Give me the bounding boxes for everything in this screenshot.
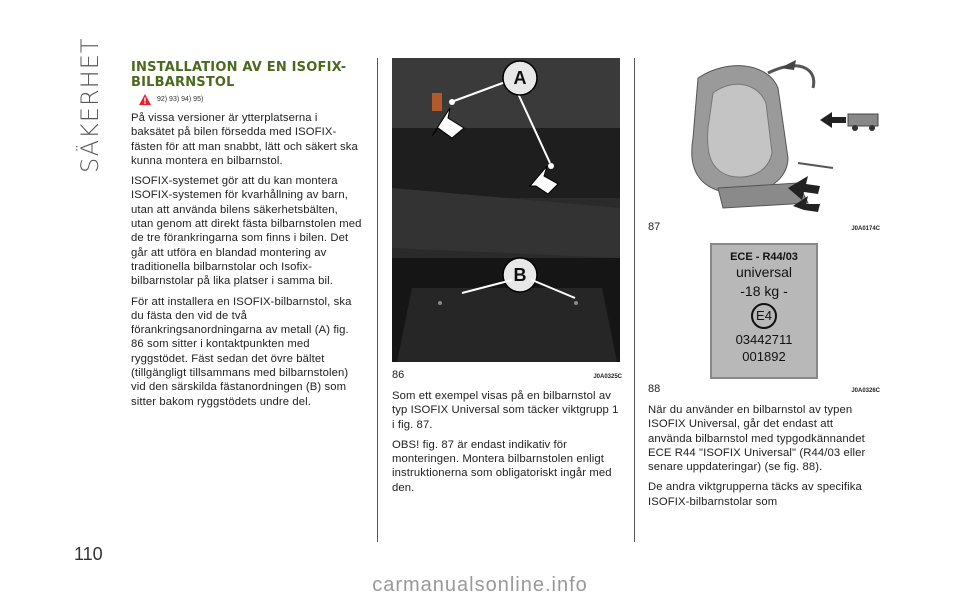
section-title-text: SÄKERHET	[76, 37, 104, 173]
paragraph: För att installera en ISOFIX-bilbarnstol, ska du fästa den vid de två förankringsanordningarna av metall (A) fig. 86 som sitter i kontaktpunkten med ryggstödet. Fäst sedan det övre bältet (tillgängligt tillsammans med bilbarnstolen) vid den särskilda fästanordningen (B) som sitter bakom ryggstödets undre del.	[131, 295, 352, 408]
figure-number: 87	[648, 221, 661, 233]
figure-caption	[392, 369, 622, 381]
label-a: A	[513, 68, 527, 88]
child-seat-illustration	[648, 58, 880, 214]
plate-approval-mark: E4	[751, 303, 777, 329]
figure-code: J0A0325C	[593, 374, 622, 380]
label-b: B	[513, 265, 527, 285]
section-title	[70, 37, 110, 175]
plate-category: universal	[735, 264, 793, 280]
figure-caption	[648, 383, 880, 395]
figure-code: J0A0174C	[851, 226, 880, 232]
page-number: 110	[74, 544, 103, 564]
column-divider	[634, 58, 635, 542]
paragraph: ISOFIX-systemet gör att du kan montera ISOFIX-systemen för kvarhållning av barn, utan att använda bilens säkerhetsbälten, utan genom att direkt fästa bilbarnstolen med de tre förankringarna som finns i bilen. Det går att utföra en blandad montering av traditionella bilbarnstolar och Isofix-bilbarnstolar på lika platser i samma bil.	[131, 175, 362, 288]
plate-weight: -18 kg -	[740, 283, 788, 299]
figure-87	[648, 58, 880, 233]
heading: INSTALLATION AV EN ISOFIX-BILBARNSTOL	[131, 60, 347, 90]
column-divider	[377, 58, 378, 542]
figure-code: J0A0326C	[851, 388, 880, 394]
paragraph: På vissa versioner är ytterplatserna i baksätet på bilen försedda med ISOFIX-fästen för att man snabbt, lätt och säkert ska kunna montera en bilbarnstol.	[131, 112, 358, 167]
figure-number: 88	[648, 383, 661, 395]
paragraph: När du använder en bilbarnstol av typen ISOFIX Universal, går det endast att använda bilbarnstol med typgodkännandet ECE R44 "ISOFIX Universal" (R44/03 eller senare uppdateringar) (se fig. 88).	[648, 404, 866, 474]
column-right	[648, 58, 880, 515]
plate-number: 03442711	[735, 332, 793, 347]
isofix-anchor-photo	[392, 58, 620, 362]
plate-serial: 001892	[742, 349, 786, 364]
figure-caption	[648, 221, 880, 233]
homologation-plate	[710, 243, 818, 379]
figure-88	[648, 241, 880, 395]
paragraph: De andra viktgrupperna täcks av specifika ISOFIX-bilbarnstolar som	[648, 481, 862, 508]
paragraph: OBS! fig. 87 är endast indikativ för monteringen. Montera bilbarnstolen enligt instruktionerna som obligatoriskt ingår med den.	[392, 438, 612, 494]
warning-triangle-icon	[139, 94, 151, 105]
plate-standard: ECE - R44/03	[730, 251, 798, 263]
figure-number: 86	[392, 369, 405, 381]
figure-86	[392, 58, 622, 381]
homologation-label-area	[648, 241, 880, 381]
warning-refs	[139, 94, 363, 105]
column-left	[131, 60, 363, 415]
paragraph: Som ett exempel visas på en bilbarnstol av typ ISOFIX Universal som täcker viktgrupp 1 i fig. 87.	[392, 390, 619, 431]
warning-refs-text: 92) 93) 94) 95)	[157, 96, 204, 103]
column-middle	[392, 58, 622, 501]
watermark: carmanualsonline.info	[372, 574, 588, 596]
